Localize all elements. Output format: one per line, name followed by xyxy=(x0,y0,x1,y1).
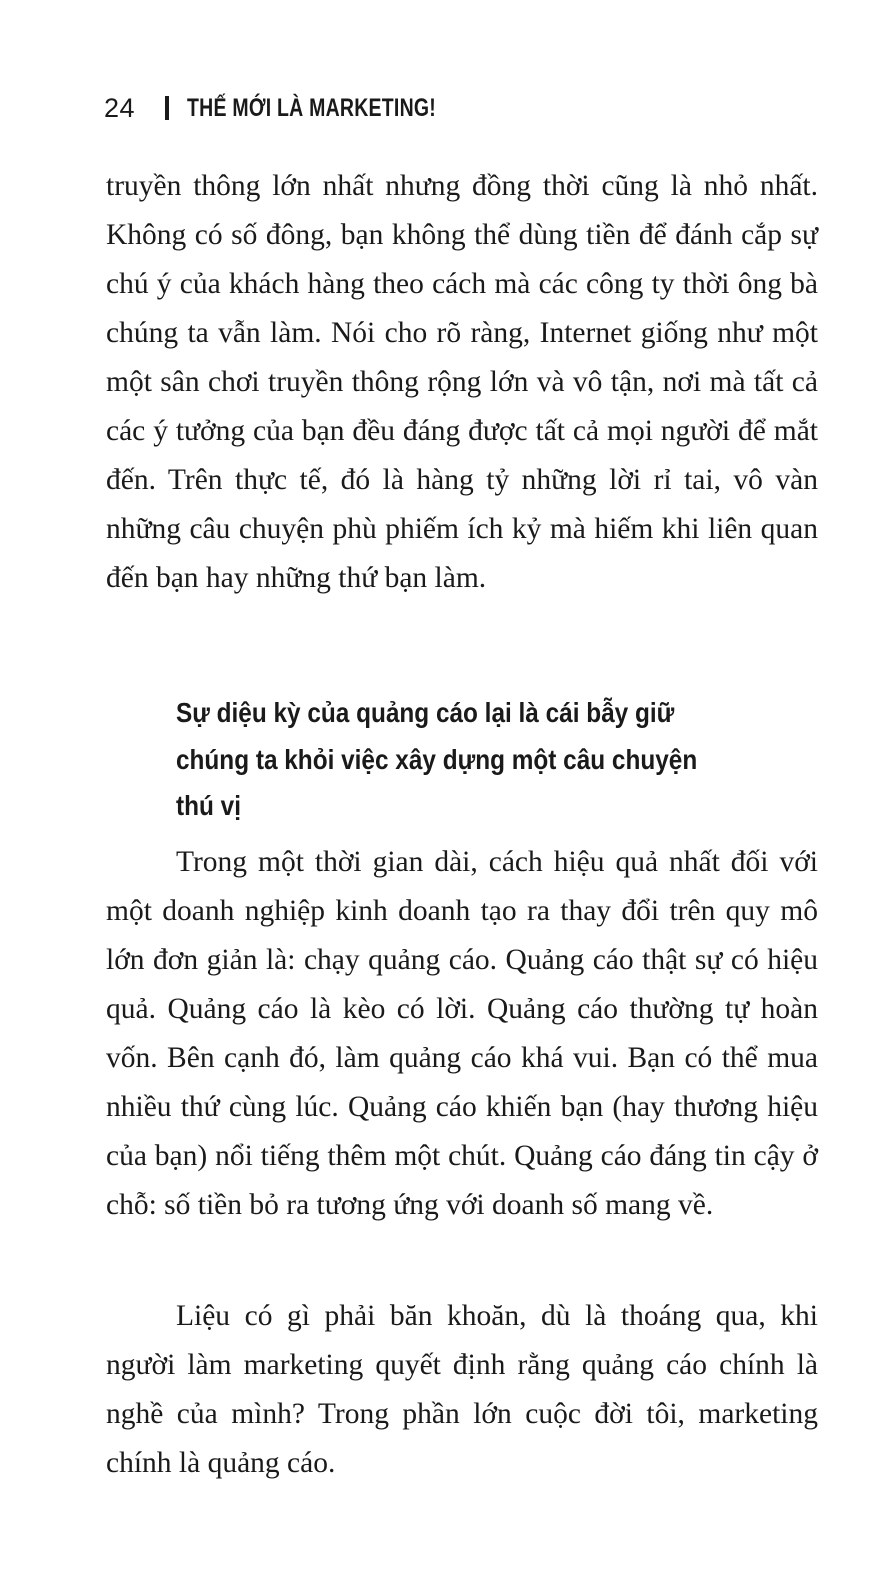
page-number: 24 xyxy=(104,92,136,123)
paragraph-2: Trong một thời gian dài, cách hiệu quả nhất đối với một doanh nghiệp kinh doanh tạo ra thay đổi trên quy mô lớn đơn giản là: chạy quảng cáo. Quảng cáo thật sự có hiệu quả. Quảng cáo là kèo có lời. Quảng cáo thường tự hoàn vốn. Bên cạnh đó, làm quảng cáo khá vui. Bạn có thể mua nhiều thứ cùng lúc. Quảng cáo khiến bạn (hay thương hiệu của bạn) nổi tiếng thêm một chút. Quảng cáo đáng tin cậy ở chỗ: số tiền bỏ ra tương ứng với doanh số mang về. xyxy=(106,846,818,1221)
section-heading: Sự diệu kỳ của quảng cáo lại là cái bẫy giữ chúng ta khỏi việc xây dựng một câu chuyện thú vị xyxy=(176,697,698,821)
paragraph-3: Liệu có gì phải băn khoăn, dù là thoáng qua, khi người làm marketing quyết định rằng quảng cáo chính là nghề của mình? Trong phần lớn cuộc đời tôi, marketing chính là quảng cáo. xyxy=(106,1300,818,1479)
running-header xyxy=(104,88,506,128)
book-title: THẾ MỚI LÀ MARKETING! xyxy=(187,93,437,122)
paragraph-1: truyền thông lớn nhất nhưng đồng thời cũng là nhỏ nhất. Không có số đông, bạn không thể dùng tiền để đánh cắp sự chú ý của khách hàng theo cách mà các công ty thời ông bà chúng ta vẫn làm. Nói cho rõ ràng, Internet giống như một một sân chơi truyền thông rộng lớn và vô tận, nơi mà tất cả các ý tưởng của bạn đều đáng được tất cả mọi người để mắt đến. Trên thực tế, đó là hàng tỷ những lời rỉ tai, vô vàn những câu chuyện phù phiếm ích kỷ mà hiếm khi liên quan đến bạn hay những thứ bạn làm. xyxy=(106,170,818,594)
header-divider xyxy=(165,96,169,120)
